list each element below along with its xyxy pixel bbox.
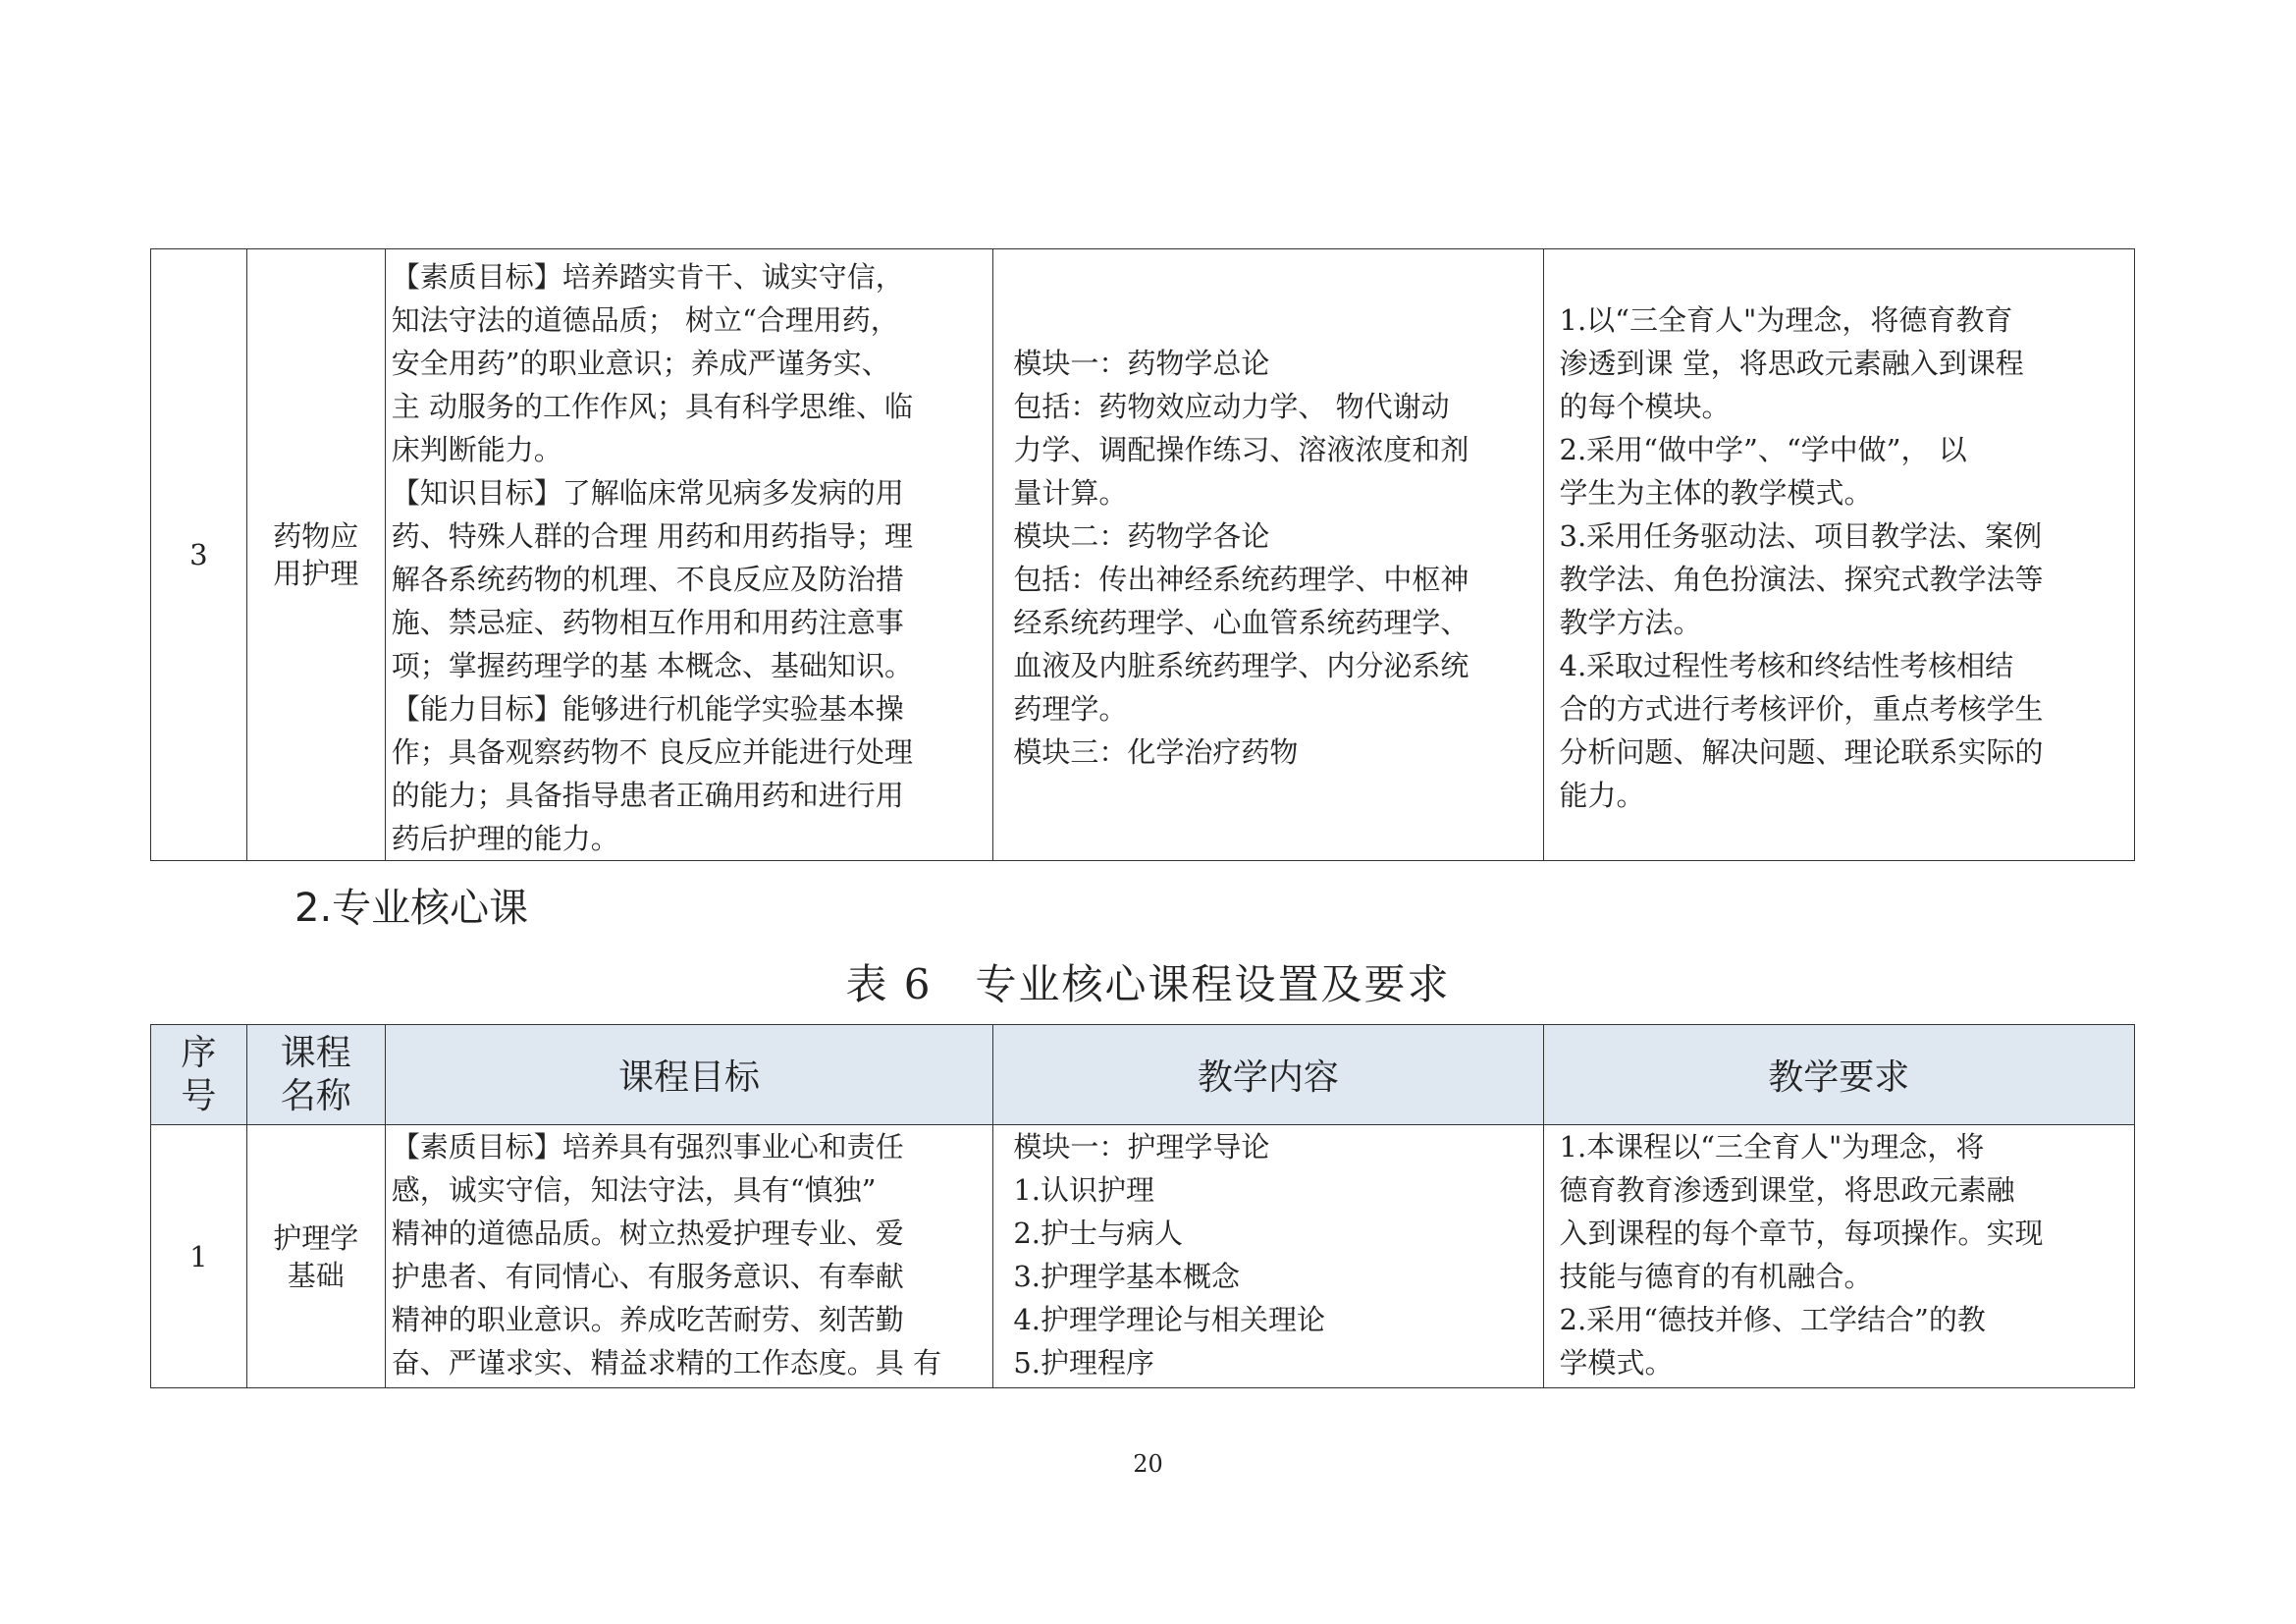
content-line: 模块一：护理学导论 [1013, 1130, 1270, 1164]
header-number [151, 1025, 247, 1125]
content-line: 经系统药理学、心血管系统药理学、 [1013, 606, 1469, 639]
header-course-name-line: 课程 [280, 1032, 351, 1073]
course-requirements [1543, 249, 2135, 861]
table-header-row [151, 1025, 2135, 1125]
req-line: 学模式。 [1559, 1346, 1674, 1380]
content-line: 模块三：化学治疗药物 [1013, 735, 1299, 769]
table-6 [150, 1024, 2135, 1388]
goal-line: 安全用药”的职业意识；养成严谨务实、 [391, 347, 890, 380]
req-line: 德育教育渗透到课堂，将思政元素融 [1559, 1173, 2015, 1207]
content-line: 模块二：药物学各论 [1013, 519, 1270, 553]
req-line: 能力。 [1559, 779, 1645, 812]
content-line: 包括：传出神经系统药理学、中枢神 [1013, 563, 1469, 596]
course-requirements [1543, 1125, 2135, 1388]
req-line: 学生为主体的教学模式。 [1559, 476, 1873, 510]
goal-line: 奋、严谨求实、精益求精的工作态度。具 有 [391, 1346, 941, 1380]
course-name [246, 1125, 385, 1388]
req-line: 2.采用“德技并修、工学结合”的教 [1559, 1303, 1986, 1336]
course-goal [385, 249, 993, 861]
table-row [151, 249, 2135, 861]
table-title: 表 6 专业核心课程设置及要求 [845, 960, 1451, 1008]
content-line: 4.护理学理论与相关理论 [1013, 1303, 1326, 1336]
course-name-line: 用护理 [273, 557, 359, 590]
content-line: 血液及内脏系统药理学、内分泌系统 [1013, 649, 1469, 682]
row-number: 3 [151, 249, 247, 861]
goal-line: 护患者、有同情心、有服务意识、有奉献 [391, 1260, 904, 1293]
req-line: 4.采取过程性考核和终结性考核相结 [1559, 649, 2014, 682]
req-line: 1.以“三全育人"为理念，将德育教育 [1559, 303, 2013, 337]
content-line: 力学、调配操作练习、溶液浓度和剂 [1013, 433, 1469, 466]
goal-line: 【知识目标】了解临床常见病多发病的用 [391, 476, 904, 510]
goal-line: 解各系统药物的机理、不良反应及防治措 [391, 563, 904, 596]
goal-line: 床判断能力。 [391, 433, 562, 466]
goal-line: 施、禁忌症、药物相互作用和用药注意事 [391, 606, 904, 639]
goal-line: 【素质目标】培养具有强烈事业心和责任 [391, 1130, 904, 1164]
req-line: 1.本课程以“三全育人"为理念，将 [1559, 1130, 1985, 1164]
header-course-goal: 课程目标 [385, 1025, 993, 1125]
req-line: 2.采用“做中学”、“学中做”， 以 [1559, 433, 1967, 466]
table-row [151, 1125, 2135, 1388]
req-line: 技能与德育的有机融合。 [1559, 1260, 1873, 1293]
goal-line: 【素质目标】培养踏实肯干、诚实守信， [391, 260, 904, 294]
header-teaching-requirements: 教学要求 [1543, 1025, 2135, 1125]
goal-line: 精神的道德品质。树立热爱护理专业、爱 [391, 1217, 904, 1250]
course-name-line: 护理学 [273, 1220, 359, 1255]
page-number: 20 [1133, 1450, 1163, 1478]
table-5-continued [150, 248, 2135, 861]
goal-line: 【能力目标】能够进行机能学实验基本操 [391, 692, 904, 726]
header-number-line: 号 [181, 1075, 217, 1116]
content-line: 包括：药物效应动力学、 物代谢动 [1013, 390, 1450, 423]
goal-line: 药后护理的能力。 [391, 822, 619, 855]
content-line: 模块一：药物学总论 [1013, 347, 1270, 380]
goal-line: 项；掌握药理学的基 本概念、基础知识。 [391, 649, 913, 682]
req-line: 教学方法。 [1559, 606, 1702, 639]
content-line: 2.护士与病人 [1013, 1217, 1184, 1250]
course-content [993, 1125, 1543, 1388]
course-name-line: 基础 [287, 1258, 345, 1292]
req-line: 合的方式进行考核评价，重点考核学生 [1559, 692, 2044, 726]
req-line: 教学法、角色扮演法、探究式教学法等 [1559, 563, 2044, 596]
goal-line: 感，诚实守信，知法守法，具有“慎独” [391, 1173, 877, 1207]
content-line: 5.护理程序 [1013, 1346, 1155, 1380]
goal-line: 知法守法的道德品质； 树立“合理用药， [391, 303, 899, 337]
content-line: 药理学。 [1013, 692, 1128, 726]
req-line: 分析问题、解决问题、理论联系实际的 [1559, 735, 2044, 769]
course-name [246, 249, 385, 861]
goal-line: 的能力；具备指导患者正确用药和进行用 [391, 779, 904, 812]
goal-line: 药、特殊人群的合理 用药和用药指导；理 [391, 519, 913, 553]
header-course-name [246, 1025, 385, 1125]
goal-line: 主 动服务的工作作风；具有科学思维、临 [391, 390, 913, 423]
goal-line: 作；具备观察药物不 良反应并能进行处理 [391, 735, 913, 769]
header-course-name-line: 名称 [280, 1075, 351, 1116]
course-name-line: 药物应 [273, 519, 359, 553]
course-goal [385, 1125, 993, 1388]
req-line: 的每个模块。 [1559, 390, 1731, 423]
req-line: 入到课程的每个章节，每项操作。实现 [1559, 1217, 2044, 1250]
req-line: 3.采用任务驱动法、项目教学法、案例 [1559, 519, 2043, 553]
header-teaching-content: 教学内容 [993, 1025, 1543, 1125]
content-line: 量计算。 [1013, 476, 1128, 510]
goal-line: 精神的职业意识。养成吃苦耐劳、刻苦勤 [391, 1303, 904, 1336]
course-content [993, 249, 1543, 861]
req-line: 渗透到课 堂，将思政元素融入到课程 [1559, 347, 2024, 380]
row-number: 1 [151, 1125, 247, 1388]
content-line: 3.护理学基本概念 [1013, 1260, 1241, 1293]
content-line: 1.认识护理 [1013, 1173, 1155, 1207]
header-number-line: 序 [181, 1032, 217, 1073]
section-heading: 2.专业核心课 [294, 886, 529, 931]
